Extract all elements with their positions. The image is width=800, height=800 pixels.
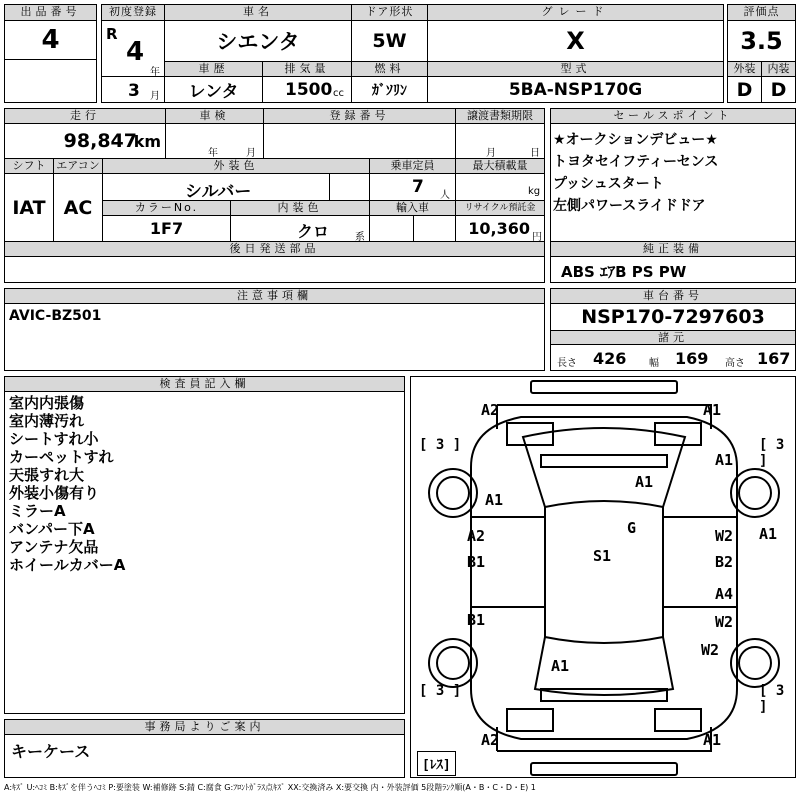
sales-points [550, 123, 796, 242]
tire-label-fr: [ 3 ] [759, 437, 785, 469]
int-color-cell [230, 215, 370, 242]
year-unit: 年 [150, 67, 160, 77]
inspector-item: カーペットすれ [9, 448, 114, 466]
width-label: 幅 [649, 358, 659, 369]
tire-label-fl: [ 3 ] [419, 437, 462, 453]
damage-mark: W2 [715, 527, 734, 545]
spare-tire-label: [ﾚｽ] [417, 751, 456, 776]
ext-color-cell [102, 173, 370, 201]
inspector-label: 検査員記入欄 [4, 376, 405, 392]
score-label: 評価点 [727, 4, 796, 21]
lot-no: 4 [4, 20, 97, 60]
damage-mark: B1 [467, 611, 486, 629]
capacity-label: 乗車定員 [369, 158, 456, 174]
sales-point-item: プッシュスタート [553, 176, 664, 192]
inspector-item: ミラーA [9, 502, 66, 520]
car-name: シエンタ [164, 20, 352, 62]
load-cell [455, 173, 545, 201]
sales-point-item: トヨタセイフティーセンス [553, 154, 719, 170]
model: 5BA-NSP170G [427, 76, 724, 103]
inspector-cell [4, 391, 405, 714]
inspector-item: 室内内張傷 [9, 394, 85, 412]
damage-mark: A1 [635, 473, 654, 491]
damage-mark: B1 [467, 553, 486, 571]
insp-month-unit: 月 [246, 148, 256, 159]
inspection-label: 車検 [165, 108, 264, 124]
ac-label: エアコン [53, 158, 103, 174]
office-note: キーケース [11, 742, 91, 761]
damage-mark: S1 [593, 547, 612, 565]
tire-label-rl: [ 3 ] [419, 683, 462, 699]
history-label: 車歴 [164, 61, 263, 77]
sales-points-label: セールスポイント [550, 108, 796, 124]
width: 169 [675, 349, 709, 368]
equipment-cell [550, 256, 796, 283]
exterior-label: 外装 [727, 61, 762, 77]
lot-no-label: 出品番号 [4, 4, 97, 21]
damage-mark: B2 [715, 553, 734, 571]
damage-mark: A1 [703, 401, 722, 419]
inspector-item: ホイールカバーA [9, 556, 126, 574]
displacement: 1500 [285, 80, 333, 100]
inspector-item: シートすれ小 [9, 430, 99, 448]
chassis-no: NSP170-7297603 [550, 303, 796, 331]
damage-mark: W2 [701, 641, 720, 659]
recycle-unit: 円 [532, 232, 542, 242]
office-cell [4, 734, 405, 778]
inspector-item: 室内薄汚れ [9, 412, 85, 430]
insp-year-unit: 年 [208, 148, 218, 159]
tire-label-rr: [ 3 ] [759, 683, 785, 715]
first-reg-year [101, 20, 165, 77]
ext-color-label: 外装色 [102, 158, 370, 174]
damage-mark: A2 [481, 731, 500, 749]
inspector-item: バンパー下A [9, 520, 95, 538]
damage-mark: A1 [759, 525, 778, 543]
shift-label: シフト [4, 158, 54, 174]
import-label: 輸入車 [369, 200, 456, 216]
recycle-label: リサイクル預託金 [455, 200, 545, 216]
damage-mark: A1 [551, 657, 570, 675]
import-cell [369, 215, 456, 242]
sales-point-list [553, 129, 718, 217]
office-label: 事務局よりご案内 [4, 719, 405, 735]
damage-mark: A1 [715, 451, 734, 469]
model-label: 型式 [427, 61, 724, 77]
inspector-item: 外装小傷有り [9, 484, 100, 502]
inspector-item: アンテナ欠品 [9, 538, 99, 556]
capacity-cell [369, 173, 456, 201]
color-no-label: カラーNo. [102, 200, 231, 216]
inspector-list [9, 394, 125, 574]
length-label: 長さ [557, 358, 577, 369]
recycle-fee: 10,360 [468, 219, 530, 238]
grade-label: グレード [427, 4, 724, 21]
int-color-label: 内装色 [230, 200, 370, 216]
interior-label: 内装 [761, 61, 796, 77]
int-color: クロ [297, 222, 330, 241]
damage-mark: A4 [715, 585, 734, 603]
transfer-cell [455, 123, 545, 159]
load-label: 最大積載量 [455, 158, 545, 174]
equipment-label: 純正装備 [550, 241, 796, 257]
history: レンタ [164, 76, 263, 103]
ext-color: シルバー [185, 182, 252, 201]
damage-mark: G [627, 519, 637, 537]
first-reg-label: 初度登録 [101, 4, 165, 21]
notes-label: 注意事項欄 [4, 288, 545, 304]
car-diagram [410, 376, 796, 778]
damage-mark: A1 [703, 731, 722, 749]
mileage-unit: km [133, 132, 161, 151]
height: 167 [757, 349, 791, 368]
reg-no [263, 123, 456, 159]
shift: IAT [4, 173, 54, 242]
load-unit: kg [528, 186, 541, 197]
damage-mark: W2 [715, 613, 734, 631]
equipment: ABS ｴｱB PS PW [561, 263, 687, 281]
reg-month: 3 [128, 81, 140, 101]
int-color-unit: 系 [355, 232, 365, 242]
exterior-grade: D [727, 76, 762, 103]
fuel-label: 燃料 [351, 61, 428, 77]
inspector-item: 天張すれ大 [9, 466, 85, 484]
sales-point-item: ★オークションデビュー★ [553, 132, 718, 148]
recycle-cell [455, 215, 545, 242]
month-unit: 月 [150, 91, 160, 102]
lot-no-blank [4, 59, 97, 103]
door-label: ドア形状 [351, 4, 428, 21]
damage-mark: A1 [485, 491, 504, 509]
displacement-label: 排気量 [262, 61, 352, 77]
damage-mark: A2 [481, 401, 500, 419]
car-outline [411, 377, 797, 779]
length: 426 [593, 349, 627, 368]
dims-cell [550, 344, 796, 371]
first-reg-month [101, 76, 165, 103]
later-parts [4, 256, 545, 283]
car-name-label: 車名 [164, 4, 352, 21]
interior-grade: D [761, 76, 796, 103]
later-parts-label: 後日発送部品 [4, 241, 545, 257]
chassis-label: 車台番号 [550, 288, 796, 304]
notes-cell [4, 303, 545, 371]
legend: A:ｷｽﾞ U:ﾍｺﾐ B:ｷｽﾞを伴うﾍｺﾐ P:要塗装 W:補修跡 S:錆 C:腐食 G:ﾌﾛﾝﾄｶﾞﾗｽ点ｷｽﾞ XX:交換済み X:要交換 内・外装評価 5段階ﾗﾝｸ順(A・B・C・D・E) 1 [4, 783, 536, 792]
dims-label: 諸元 [550, 330, 796, 345]
displacement-cell [262, 76, 352, 103]
sales-point-item: 左側パワースライドドア [553, 198, 706, 214]
reg-year: 4 [126, 37, 145, 67]
mileage-cell [4, 123, 166, 159]
reg-no-label: 登録番号 [263, 108, 456, 124]
capacity-unit: 人 [440, 190, 450, 201]
displacement-unit: cc [333, 88, 344, 99]
transfer-label: 譲渡書類期限 [455, 108, 545, 124]
score: 3.5 [727, 20, 796, 62]
capacity: 7 [412, 177, 424, 197]
era: R [106, 25, 118, 43]
color-no: 1F7 [102, 215, 231, 242]
air-conditioner: AC [53, 173, 103, 242]
notes: AVIC-BZ501 [9, 308, 102, 324]
fuel: ｶﾞｿﾘﾝ [351, 76, 428, 103]
mileage-label: 走行 [4, 108, 166, 124]
inspection-cell [165, 123, 264, 159]
door-type: 5W [351, 20, 428, 62]
mileage: 98,847 [63, 130, 137, 152]
damage-mark: A2 [467, 527, 486, 545]
grade: X [427, 20, 724, 62]
transfer-month-unit: 月 [486, 148, 496, 159]
height-label: 高さ [725, 358, 745, 369]
transfer-day-unit: 日 [530, 148, 540, 159]
